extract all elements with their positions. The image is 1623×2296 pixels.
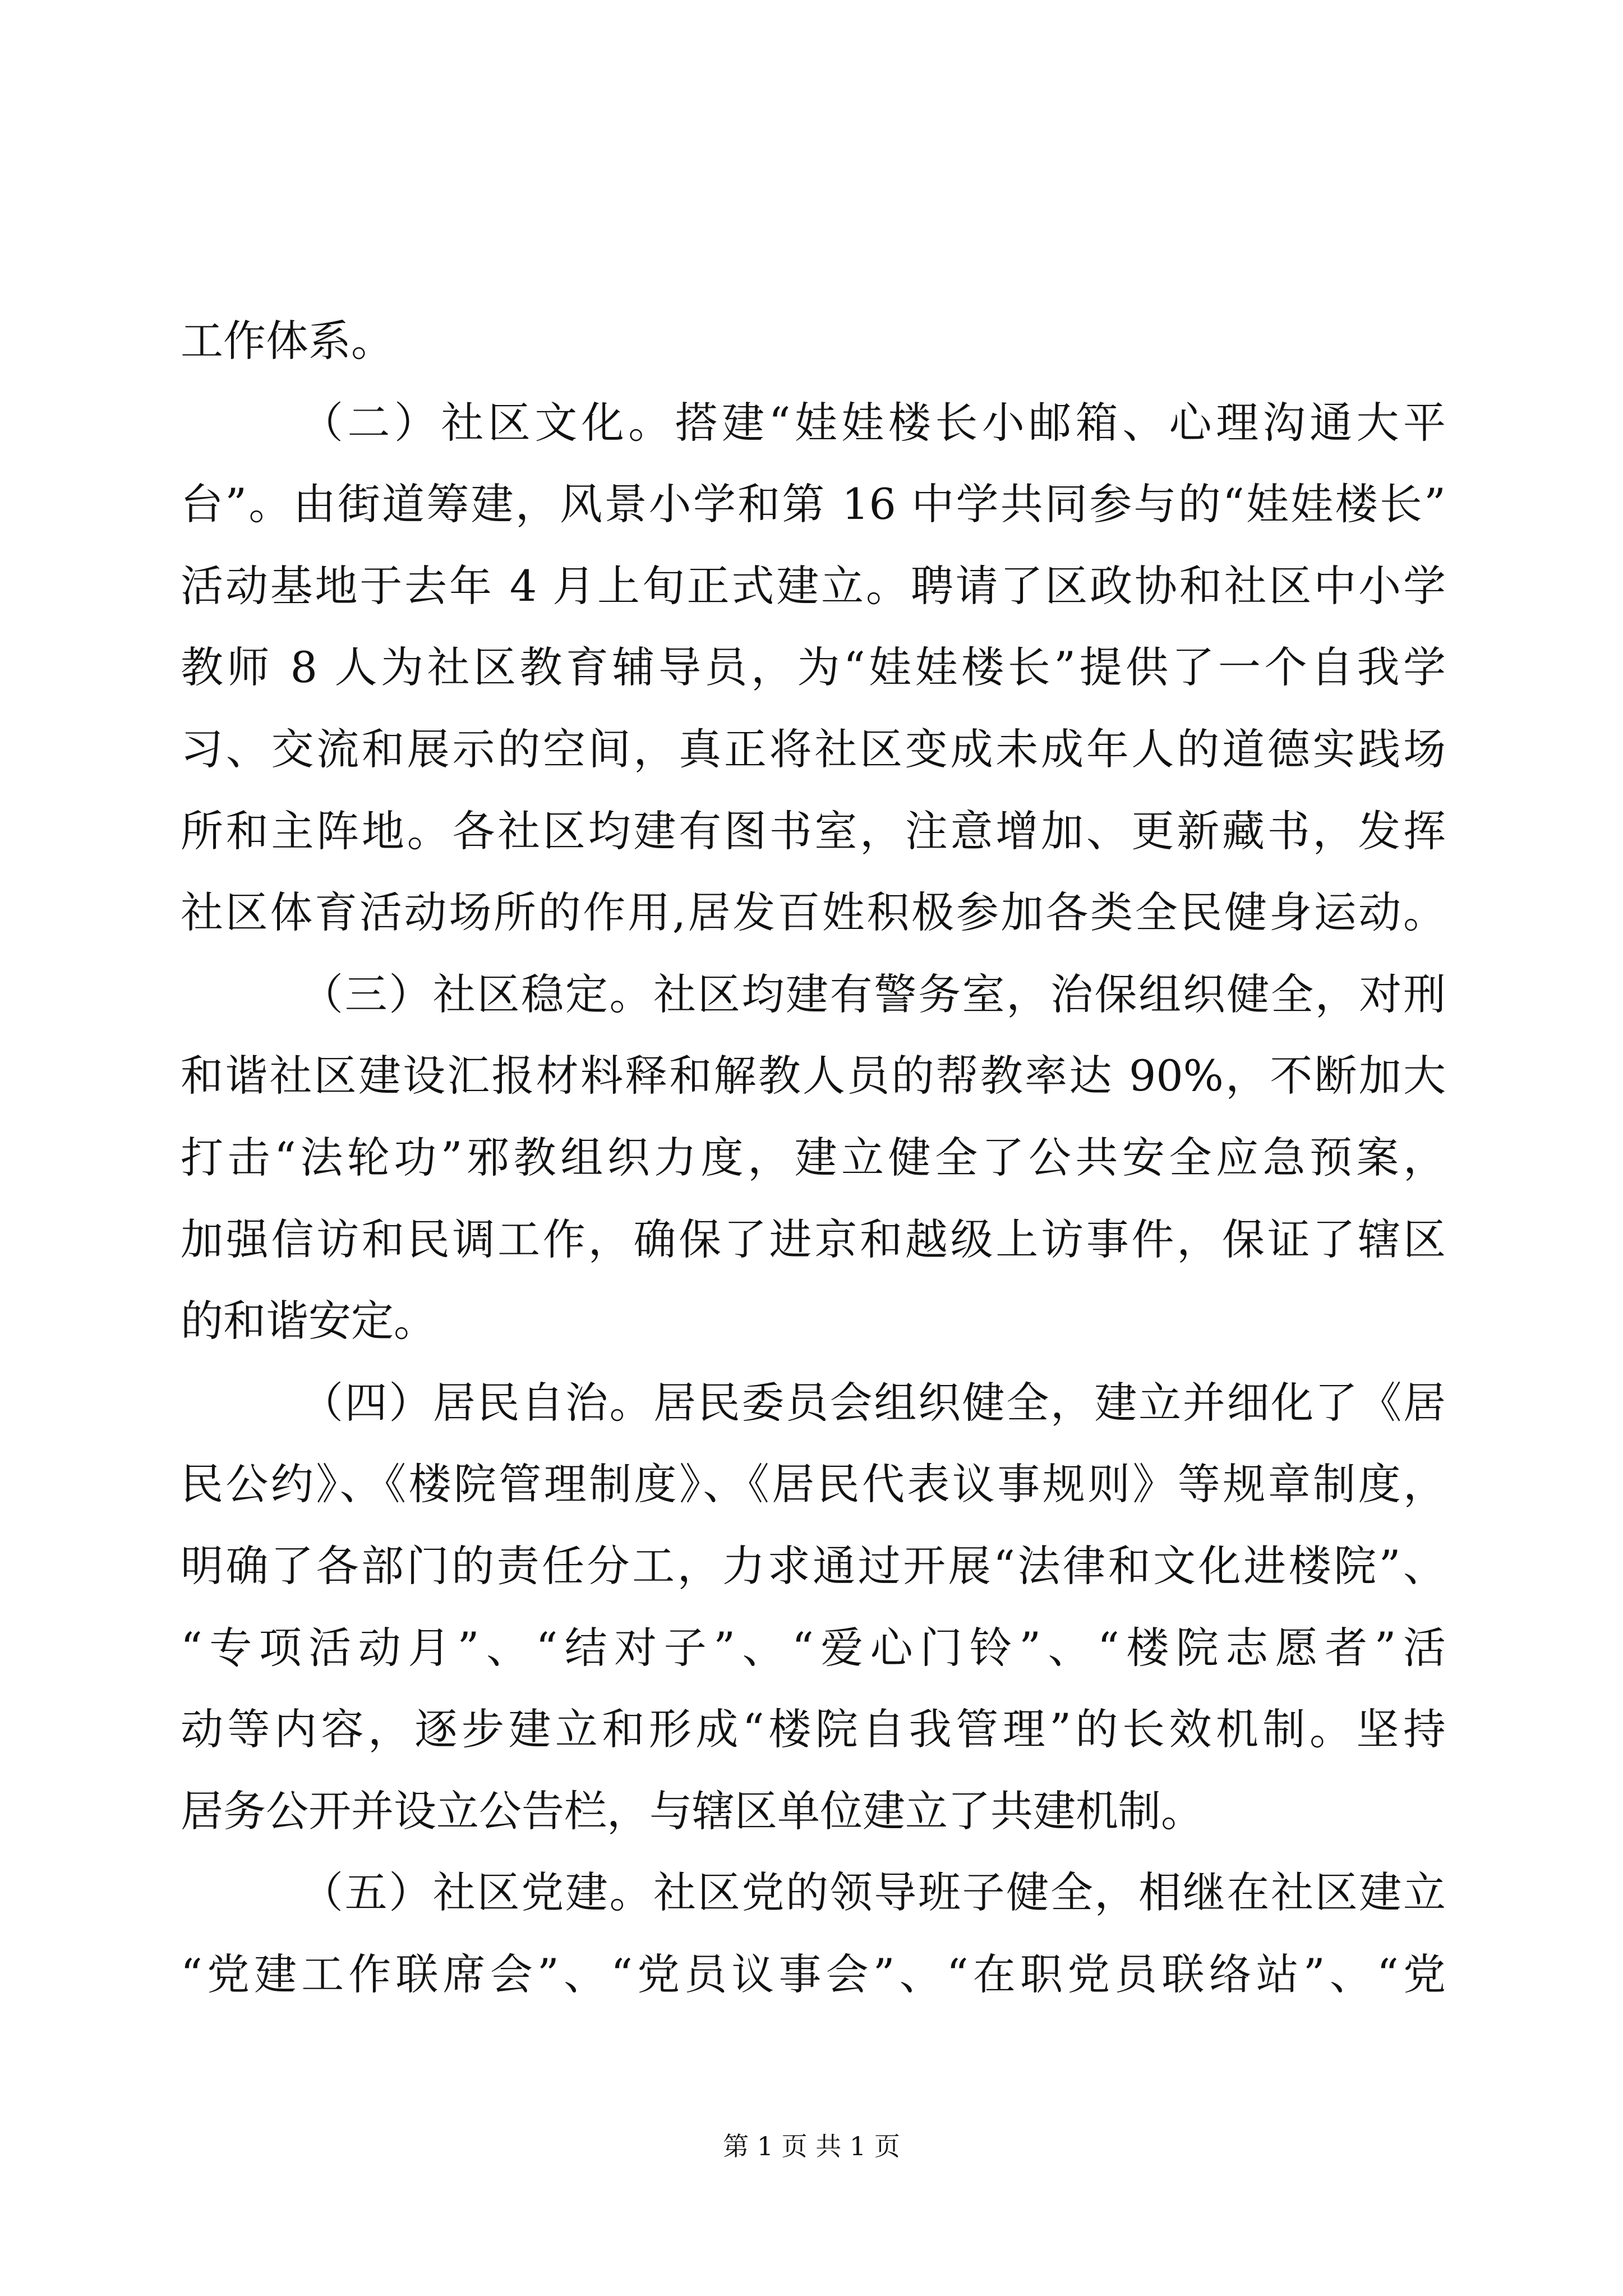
paragraph-resident-autonomy xyxy=(181,1362,1446,1852)
paragraph-line: 习、交流和展示的空间，真正将社区变成未成年人的道德实践场 xyxy=(181,724,1446,774)
paragraph-line: “党建工作联席会”、“党员议事会”、“在职党员联络站”、“党 xyxy=(181,1949,1446,1999)
paragraph-community-culture xyxy=(181,382,1446,954)
paragraph-line: 工作体系。 xyxy=(181,316,394,366)
paragraph-line: 民公约》、《楼院管理制度》、《居民代表议事规则》等规章制度， xyxy=(181,1459,1446,1510)
paragraph-line: 动等内容，逐步建立和形成“楼院自我管理”的长效机制。坚持 xyxy=(181,1704,1446,1755)
paragraph-line: 加强信访和民调工作，确保了进京和越级上访事件，保证了辖区 xyxy=(181,1214,1446,1264)
document-body xyxy=(181,300,1446,2015)
page-number-label: 第 1 页 共 1 页 xyxy=(723,2131,900,2161)
paragraph-line: （二）社区文化。搭建“娃娃楼长小邮箱、心理沟通大平 xyxy=(301,397,1446,448)
paragraph-community-stability xyxy=(181,954,1446,1362)
paragraph-line: 的和谐安定。 xyxy=(181,1296,436,1346)
page-footer xyxy=(0,2129,1623,2163)
paragraph-line: （三）社区稳定。社区均建有警务室，治保组织健全，对刑 xyxy=(301,969,1446,1019)
paragraph-line: 台”。由街道筹建，风景小学和第 16 中学共同参与的“娃娃楼长” xyxy=(181,479,1446,530)
paragraph-line: （五）社区党建。社区党的领导班子健全，相继在社区建立 xyxy=(301,1867,1446,1918)
paragraph-party-building xyxy=(181,1852,1446,2015)
paragraph-line: 居务公开并设立公告栏，与辖区单位建立了共建机制。 xyxy=(181,1786,1204,1836)
paragraph-line: 教师 8 人为社区教育辅导员，为“娃娃楼长”提供了一个自我学 xyxy=(181,642,1446,693)
paragraph-line: 所和主阵地。各社区均建有图书室，注意增加、更新藏书，发挥 xyxy=(181,806,1446,856)
paragraph-line: 社区体育活动场所的作用,居发百姓积极参加各类全民健身运动。 xyxy=(181,887,1446,938)
continued-paragraph xyxy=(181,300,1446,382)
paragraph-line: 和谐社区建设汇报材料释和解教人员的帮教率达 90%，不断加大 xyxy=(181,1051,1446,1101)
paragraph-line: “专项活动月”、“结对子”、“爱心门铃”、“楼院志愿者”活 xyxy=(181,1622,1446,1673)
paragraph-line: （四）居民自治。居民委员会组织健全，建立并细化了《居 xyxy=(301,1377,1446,1428)
paragraph-line: 活动基地于去年 4 月上旬正式建立。聘请了区政协和社区中小学 xyxy=(181,560,1446,611)
paragraph-line: 打击“法轮功”邪教组织力度，建立健全了公共安全应急预案， xyxy=(181,1132,1446,1182)
paragraph-line: 明确了各部门的责任分工，力求通过开展“法律和文化进楼院”、 xyxy=(181,1540,1446,1591)
